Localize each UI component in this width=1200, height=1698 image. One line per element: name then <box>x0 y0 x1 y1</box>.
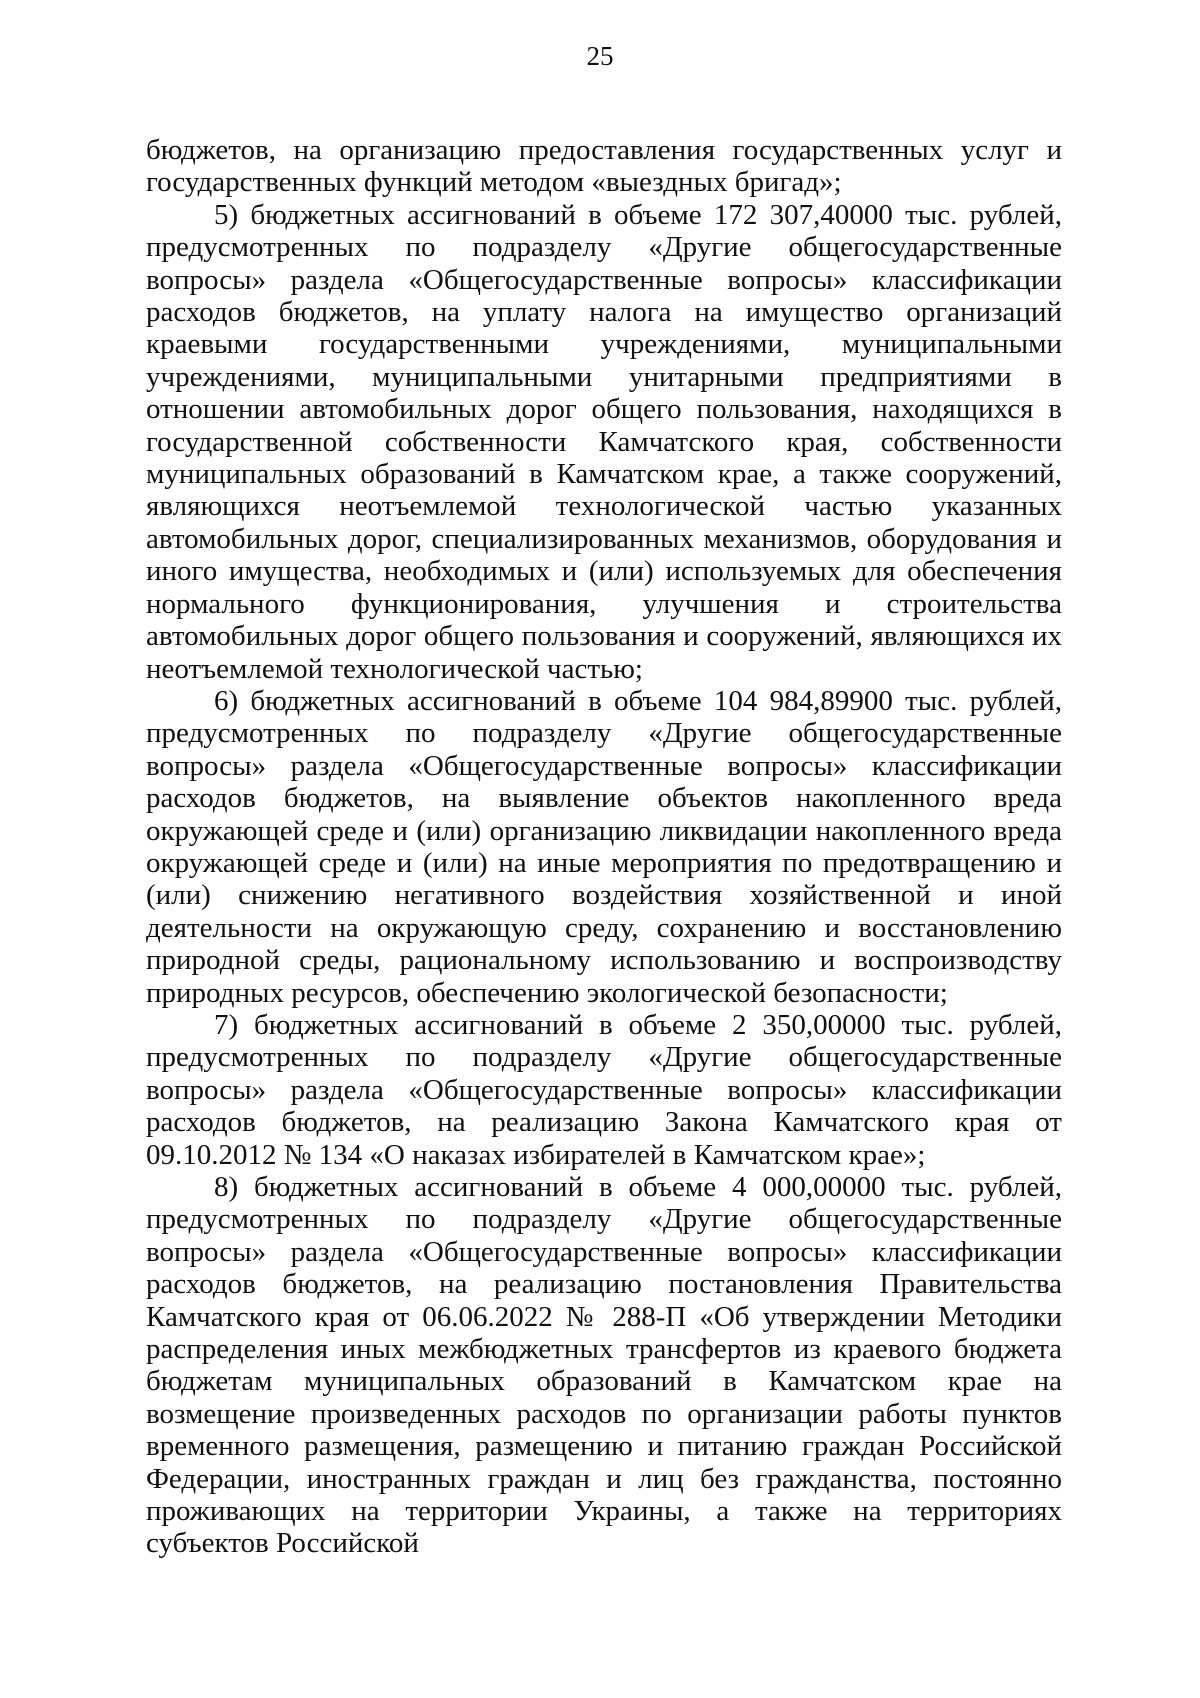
paragraph-1: бюджетов, на организацию предоставления государственных услуг и государственных функций методом «выездных бригад»; <box>146 134 1062 199</box>
page-number: 25 <box>586 41 614 71</box>
paragraph-item-8: 8) бюджетных ассигнований в объеме 4 000,00000 тыс. рублей, предусмотренных по подразделу «Другие общегосударственные вопросы» раздела «Общегосударственные вопросы» классификации расходов бюджетов, на реализацию постановления Правительства Камчатского края от 06.06.2022 № 288-П «Об утверждении Методики распределения иных межбюджетных трансфертов из краевого бюджета бюджетам муниципальных образований в Камчатском крае на возмещение произведенных расходов по организации работы пунктов временного размещения, размещению и питанию граждан Российской Федерации, иностранных граждан и лиц без гражданства, постоянно проживающих на территории Украины, а также на территориях субъектов Российской <box>146 1171 1062 1560</box>
paragraph-item-5: 5) бюджетных ассигнований в объеме 172 307,40000 тыс. рублей, предусмотренных по подразделу «Другие общегосударственные вопросы» раздела «Общегосударственные вопросы» классификации расходов бюджетов, на уплату налога на имущество организаций краевыми государственными учреждениями, муниципальными учреждениями, муниципальными унитарными предприятиями в отношении автомобильных дорог общего пользования, находящихся в государственной собственности Камчатского края, собственности муниципальных образований в Камчатском крае, а также сооружений, являющихся неотъемлемой технологической частью указанных автомобильных дорог, специализированных механизмов, оборудования и иного имущества, необходимых и (или) используемых для обеспечения нормального функционирования, улучшения и строительства автомобильных дорог общего пользования и сооружений, являющихся их неотъемлемой технологической частью; <box>146 198 1062 685</box>
paragraph-item-7: 7) бюджетных ассигнований в объеме 2 350,00000 тыс. рублей, предусмотренных по подразделу «Другие общегосударственные вопросы» раздела «Общегосударственные вопросы» классификации расходов бюджетов, на реализацию Закона Камчатского края от 09.10.2012 № 134 «О наказах избирателей в Камчатском крае»; <box>146 1008 1062 1171</box>
paragraph-item-6: 6) бюджетных ассигнований в объеме 104 984,89900 тыс. рублей, предусмотренных по подразделу «Другие общегосударственные вопросы» раздела «Общегосударственные вопросы» классификации расходов бюджетов, на выявление объектов накопленного вреда окружающей среде и (или) организацию ликвидации накопленного вреда окружающей среде и (или) на иные мероприятия по предотвращению и (или) снижению негативного воздействия хозяйственной и иной деятельности на окружающую среду, сохранению и восстановлению природной среды, рациональному использованию и воспроизводству природных ресурсов, обеспечению экологической безопасности; <box>146 684 1062 1009</box>
document-body <box>146 134 1062 1560</box>
